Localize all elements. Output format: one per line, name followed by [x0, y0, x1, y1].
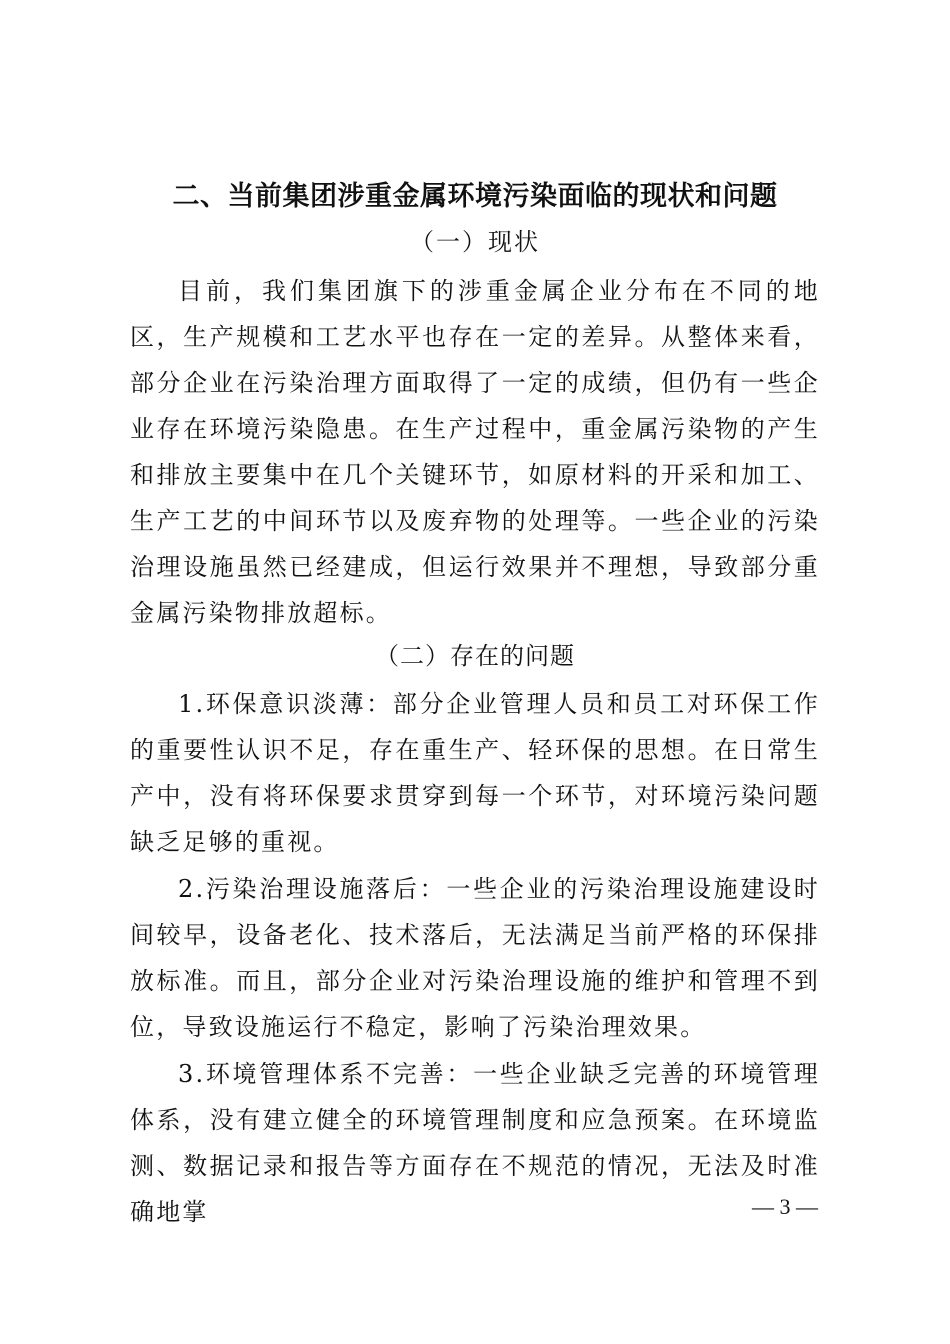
- problem-paragraph-1: 1.环保意识淡薄：部分企业管理人员和员工对环保工作的重要性认识不足，存在重生产、轻环保的思想。在日常生产中，没有将环保要求贯穿到每一个环节，对环境污染问题缺乏足够的重视。: [130, 690, 820, 856]
- problem-paragraph-3: 3.环境管理体系不完善：一些企业缺乏完善的环境管理体系，没有建立健全的环境管理制度和应急预案。在环境监测、数据记录和报告等方面存在不规范的情况，无法及时准确地掌: [130, 1060, 820, 1226]
- page-number: — 3 —: [752, 1194, 818, 1219]
- current-status-paragraph: 目前，我们集团旗下的涉重金属企业分布在不同的地区，生产规模和工艺水平也存在一定的差异。从整体来看，部分企业在污染治理方面取得了一定的成绩，但仍有一些企业存在环境污染隐患。在生产过程中，重金属污染物的产生和排放主要集中在几个关键环节，如原材料的开采和加工、生产工艺的中间环节以及废弃物的处理等。一些企业的污染治理设施虽然已经建成，但运行效果并不理想，导致部分重金属污染物排放超标。: [130, 277, 820, 627]
- subsection-title-current-status: （一）现状: [410, 228, 540, 256]
- problem-paragraph-2: 2.污染治理设施落后：一些企业的污染治理设施建设时间较早，设备老化、技术落后，无法满足当前严格的环保排放标准。而且，部分企业对污染治理设施的维护和管理不到位，导致设施运行不稳定，影响了污染治理效果。: [130, 875, 820, 1041]
- subsection-title-problems: （二）存在的问题: [375, 642, 575, 670]
- section-title: 二、当前集团涉重金属环境污染面临的现状和问题: [172, 181, 778, 212]
